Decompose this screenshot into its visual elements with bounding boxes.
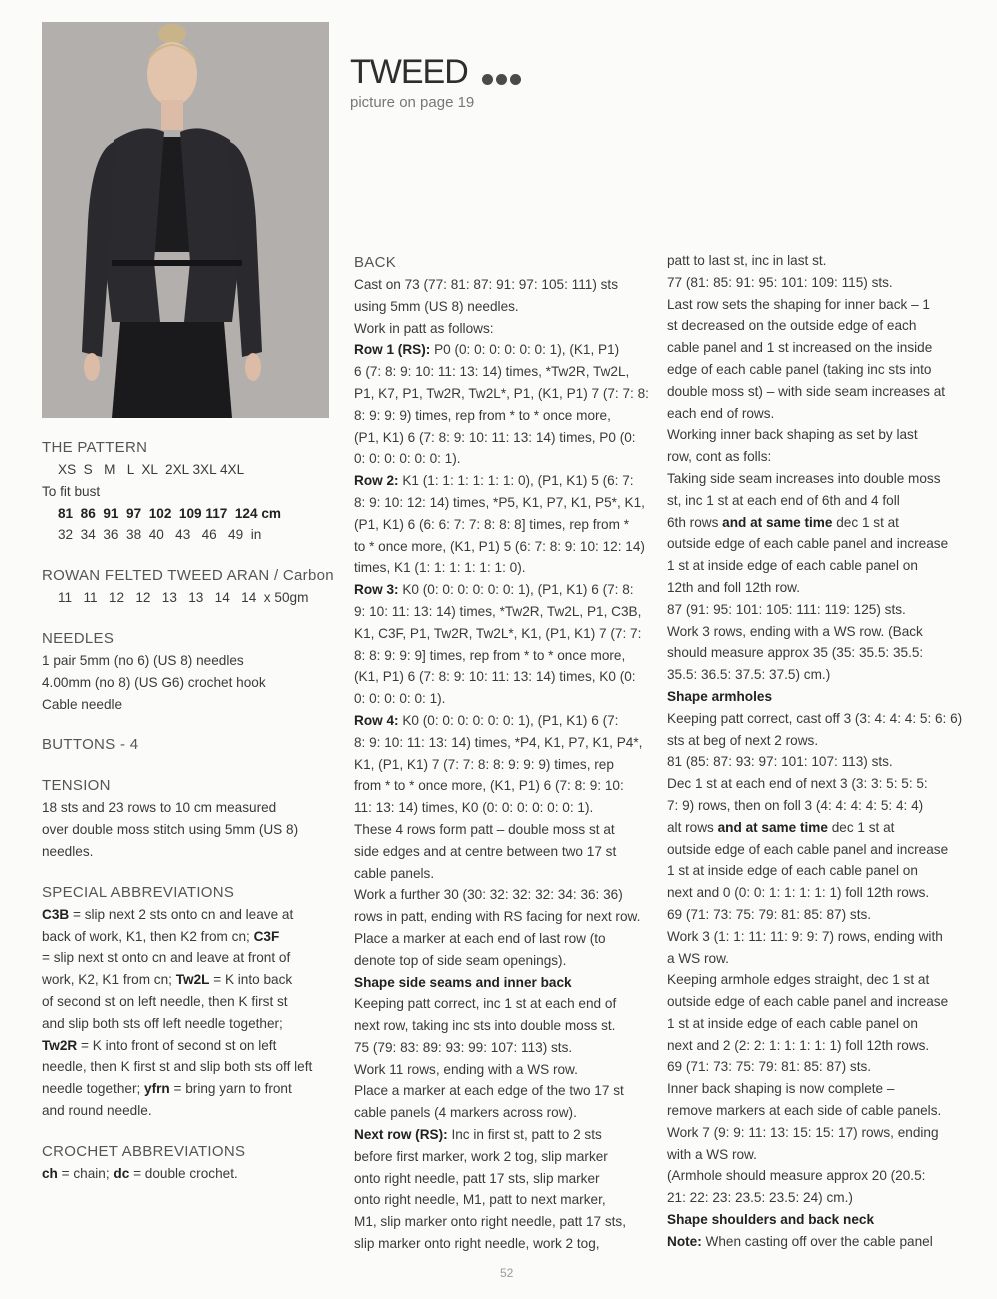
pattern-line: 8: 9: 10: 11: 13: 14) times, *P4, K1, P7, K1, P4*, (354, 734, 643, 750)
crochet-heading: CROCHET ABBREVIATIONS (42, 1142, 246, 1160)
pattern-line: Taking side seam increases into double moss (667, 470, 941, 486)
bust-cm: 81 86 91 97 102 109 117 124 cm (58, 505, 281, 521)
pattern-line: next and 2 (2: 2: 1: 1: 1: 1: 1) foll 12th rows. (667, 1037, 930, 1053)
pattern-line: 35.5: 36.5: 37.5: 37.5) cm.) (667, 667, 831, 683)
pattern-line: with a WS row. (667, 1146, 757, 1162)
pattern-line: These 4 rows form patt – double moss st at (354, 821, 615, 837)
pattern-line: cable panels. (354, 865, 435, 881)
pattern-line: Shape armholes (667, 688, 773, 704)
pattern-line: Keeping patt correct, inc 1 st at each end of (354, 996, 617, 1012)
pattern-line: Working inner back shaping as set by last (667, 427, 918, 443)
pattern-line: Next row (RS): Inc in first st, patt to 2 sts (354, 1127, 602, 1143)
pattern-line: 81 (85: 87: 93: 97: 101: 107: 113) sts. (667, 754, 893, 770)
pattern-line: 11: 13: 14) times, K0 (0: 0: 0: 0: 0: 0: 1). (354, 800, 594, 816)
pattern-line: next and 0 (0: 0: 1: 1: 1: 1: 1) foll 12th rows. (667, 885, 930, 901)
pattern-line: remove markers at each side of cable panels. (667, 1103, 942, 1119)
tension-line: 18 sts and 23 rows to 10 cm measured (42, 800, 277, 816)
pattern-line: cable panels (4 markers across row). (354, 1105, 577, 1121)
pattern-line: Row 2: K1 (1: 1: 1: 1: 1: 1: 0), (P1, K1) 5 (6: 7: (354, 473, 634, 489)
page-number: 52 (500, 1266, 514, 1280)
pattern-line: 1 st at inside edge of each cable panel on (667, 558, 918, 574)
model-photo (42, 22, 329, 418)
abbr-line: and slip both sts off left needle together; (42, 1015, 283, 1031)
pattern-line: Place a marker at each edge of the two 17 st (354, 1083, 624, 1099)
pattern-line: row, cont as folls: (667, 449, 772, 465)
pattern-line: Work 11 rows, ending with a WS row. (354, 1061, 578, 1077)
pattern-line: Work a further 30 (30: 32: 32: 32: 34: 36: 36) (354, 887, 623, 903)
pattern-line: onto right needle, patt 17 sts, slip marker (354, 1170, 600, 1186)
pattern-line: 77 (81: 85: 91: 95: 101: 109: 115) sts. (667, 274, 893, 290)
pattern-line: double moss st) – with side seam increases at (667, 383, 946, 399)
pattern-line: should measure approx 35 (35: 35.5: 35.5: (667, 645, 924, 661)
abbr-line: C3B = slip next 2 sts onto cn and leave at (42, 906, 294, 922)
pattern-line: patt to last st, inc in last st. (667, 253, 827, 268)
pattern-line: (Armhole should measure approx 20 (20.5: (667, 1168, 926, 1184)
pattern-line: sts at beg of next 2 rows. (667, 732, 819, 748)
pattern-line: side edges and at centre between two 17 st (354, 843, 617, 859)
pattern-line: 69 (71: 73: 75: 79: 81: 85: 87) sts. (667, 1059, 872, 1075)
abbreviations-heading: SPECIAL ABBREVIATIONS (42, 883, 235, 901)
pattern-line: 1 st at inside edge of each cable panel on (667, 863, 918, 879)
pattern-line: 21: 22: 23: 23.5: 23.5: 24) cm.) (667, 1190, 853, 1206)
pattern-line: before first marker, work 2 tog, slip marker (354, 1148, 608, 1164)
pattern-line: 6 (7: 8: 9: 10: 11: 13: 14) times, *Tw2R, Tw2L, (354, 364, 630, 380)
abbr-line: = slip next st onto cn and leave at front of (42, 950, 291, 966)
pattern-line: (K1, P1) 6 (7: 8: 9: 10: 11: 13: 14) times, K0 (0: (354, 669, 636, 685)
buttons-heading: BUTTONS - 4 (42, 736, 139, 754)
tension-line: needles. (42, 843, 94, 859)
pattern-line: Row 4: K0 (0: 0: 0: 0: 0: 0: 1), (P1, K1) 6 (7: (354, 712, 619, 728)
tension-line: over double moss stitch using 5mm (US 8) (42, 822, 299, 838)
pattern-line: to * once more, (K1, P1) 5 (6: 7: 8: 9: 10: 12: 14) (354, 538, 645, 554)
pattern-line: Place a marker at each end of last row (to (354, 930, 606, 946)
abbr-line: and round needle. (42, 1102, 152, 1118)
picture-reference: picture on page 19 (350, 94, 475, 112)
page-title (350, 52, 524, 94)
yarn-quantities: 11 11 12 12 13 13 14 14 x 50gm (58, 590, 309, 606)
size-labels: XS S M L XL 2XL 3XL 4XL (58, 462, 245, 477)
pattern-line: Work in patt as follows: (354, 320, 494, 336)
tension-heading: TENSION (42, 777, 111, 795)
bust-in: 32 34 36 38 40 43 46 49 in (58, 527, 262, 543)
pattern-line: Work 3 rows, ending with a WS row. (Back (667, 623, 923, 639)
title-block (350, 52, 524, 112)
title-text: TWEED (350, 53, 468, 91)
pattern-line: Work 3 (1: 1: 11: 11: 9: 9: 7) rows, ending with (667, 928, 943, 944)
pattern-line: Keeping armhole edges straight, dec 1 st at (667, 972, 930, 988)
pattern-line: (P1, K1) 6 (7: 8: 9: 10: 11: 13: 14) times, P0 (0: (354, 429, 636, 445)
pattern-line: outside edge of each cable panel and increase (667, 841, 949, 857)
pattern-line: Note: When casting off over the cable panel (667, 1233, 933, 1249)
pattern-line: each end of rows. (667, 405, 775, 421)
pattern-line: Work 7 (9: 9: 11: 13: 15: 15: 17) rows, ending (667, 1124, 939, 1140)
pattern-line: edge of each cable panel (taking inc sts into (667, 361, 932, 377)
pattern-line: alt rows and at same time dec 1 st at (667, 819, 895, 835)
pattern-line: Shape side seams and inner back (354, 974, 572, 990)
abbr-line: Tw2R = K into front of second st on left (42, 1037, 277, 1053)
needles-heading: NEEDLES (42, 629, 115, 647)
needles-line: Cable needle (42, 696, 123, 712)
pattern-line: using 5mm (US 8) needles. (354, 298, 519, 314)
pattern-line: 0: 0: 0: 0: 0: 0: 1). (354, 451, 461, 467)
pattern-line: 1 st at inside edge of each cable panel on (667, 1015, 918, 1031)
pattern-line: 8: 8: 9: 9: 9] times, rep from * to * once more, (354, 647, 626, 663)
pattern-line: M1, slip marker onto right needle, patt 17 sts, (354, 1214, 627, 1230)
pattern-line: Shape shoulders and back neck (667, 1212, 874, 1228)
pattern-line: slip marker onto right needle, work 2 tog, (354, 1236, 600, 1252)
yarn-heading: ROWAN FELTED TWEED ARAN / Carbon (42, 567, 334, 585)
abbr-line: of second st on left needle, then K first st (42, 993, 288, 1009)
pattern-line: 75 (79: 83: 89: 93: 99: 107: 113) sts. (354, 1039, 573, 1055)
pattern-line: a WS row. (667, 950, 729, 966)
pattern-line: next row, taking inc sts into double moss st. (354, 1018, 616, 1034)
middle-column (354, 252, 654, 1255)
pattern-line: times, K1 (1: 1: 1: 1: 1: 1: 0). (354, 560, 526, 576)
pattern-line: outside edge of each cable panel and increase (667, 536, 949, 552)
pattern-line: 8: 9: 10: 12: 14) times, *P5, K1, P7, K1, P5*, K1, (354, 494, 645, 510)
pattern-line: K1, C3F, P1, Tw2R, Tw2L*, K1, (P1, K1) 7 (7: 7: (354, 625, 642, 641)
abbr-line: back of work, K1, then K2 from cn; C3F (42, 928, 280, 944)
pattern-line: Last row sets the shaping for inner back – 1 (667, 296, 930, 312)
pattern-line: Inner back shaping is now complete – (667, 1081, 895, 1097)
pattern-line: 87 (91: 95: 101: 105: 111: 119: 125) sts. (667, 601, 906, 617)
pattern-line: Cast on 73 (77: 81: 87: 91: 97: 105: 111) sts (354, 277, 618, 292)
pattern-line: onto right needle, M1, patt to next marker, (354, 1192, 606, 1208)
needles-line: 1 pair 5mm (no 6) (US 8) needles (42, 652, 244, 668)
pattern-line: K1, (P1, K1) 7 (7: 7: 8: 8: 9: 9: 9) times, rep (354, 756, 614, 772)
pattern-line: denote top of side seam openings). (354, 952, 567, 968)
needles-line: 4.00mm (no 8) (US G6) crochet hook (42, 674, 266, 690)
crochet-line: ch = chain; dc = double crochet. (42, 1165, 238, 1181)
pattern-line: P1, K7, P1, Tw2R, Tw2L*, P1, (K1, P1) 7 (7: 7: 8: (354, 385, 649, 401)
abbr-line: needle, then K first st and slip both sts off left (42, 1059, 313, 1075)
pattern-line: 7: 9) rows, then on foll 3 (4: 4: 4: 4: 5: 4: 4) (667, 797, 924, 813)
right-column (667, 250, 967, 1253)
pattern-line: 6th rows and at same time dec 1 st at (667, 514, 899, 530)
pattern-line: rows in patt, ending with RS facing for next row. (354, 909, 641, 925)
pattern-line: from * to * once more, (K1, P1) 6 (7: 8: 9: 10: (354, 778, 624, 794)
pattern-line: 8: 9: 9: 9) times, rep from * to * once more, (354, 407, 611, 423)
pattern-line: outside edge of each cable panel and increase (667, 994, 949, 1010)
pattern-heading: THE PATTERN (42, 439, 148, 456)
pattern-line: 0: 0: 0: 0: 0: 1). (354, 691, 446, 707)
pattern-line: (P1, K1) 6 (6: 6: 7: 7: 8: 8: 8] times, rep from * (354, 516, 630, 532)
abbr-line: needle together; yfrn = bring yarn to front (42, 1081, 292, 1097)
pattern-line: st decreased on the outside edge of each (667, 318, 917, 334)
pattern-line: Row 3: K0 (0: 0: 0: 0: 0: 0: 1), (P1, K1) 6 (7: 8: (354, 582, 634, 598)
back-heading: BACK (354, 254, 397, 271)
pattern-line: Row 1 (RS): P0 (0: 0: 0: 0: 0: 0: 1), (K1, P1) (354, 342, 620, 358)
pattern-line: 69 (71: 73: 75: 79: 81: 85: 87) sts. (667, 906, 872, 922)
fit-bust-label: To fit bust (42, 483, 101, 499)
pattern-line: cable panel and 1 st increased on the inside (667, 340, 933, 356)
pattern-line: st, inc 1 st at each end of 6th and 4 foll (667, 492, 900, 508)
pattern-line: Keeping patt correct, cast off 3 (3: 4: 4: 4: 5: 6: 6) (667, 710, 963, 726)
pattern-line: 12th and foll 12th row. (667, 579, 801, 595)
abbr-line: work, K2, K1 from cn; Tw2L = K into back (42, 972, 293, 988)
pattern-line: 9: 10: 11: 13: 14) times, *Tw2R, Tw2L, P1, C3B, (354, 603, 642, 619)
difficulty-dots-icon (482, 54, 524, 94)
left-column (42, 437, 342, 1185)
pattern-line: Dec 1 st at each end of next 3 (3: 3: 5: 5: 5: (667, 776, 928, 792)
